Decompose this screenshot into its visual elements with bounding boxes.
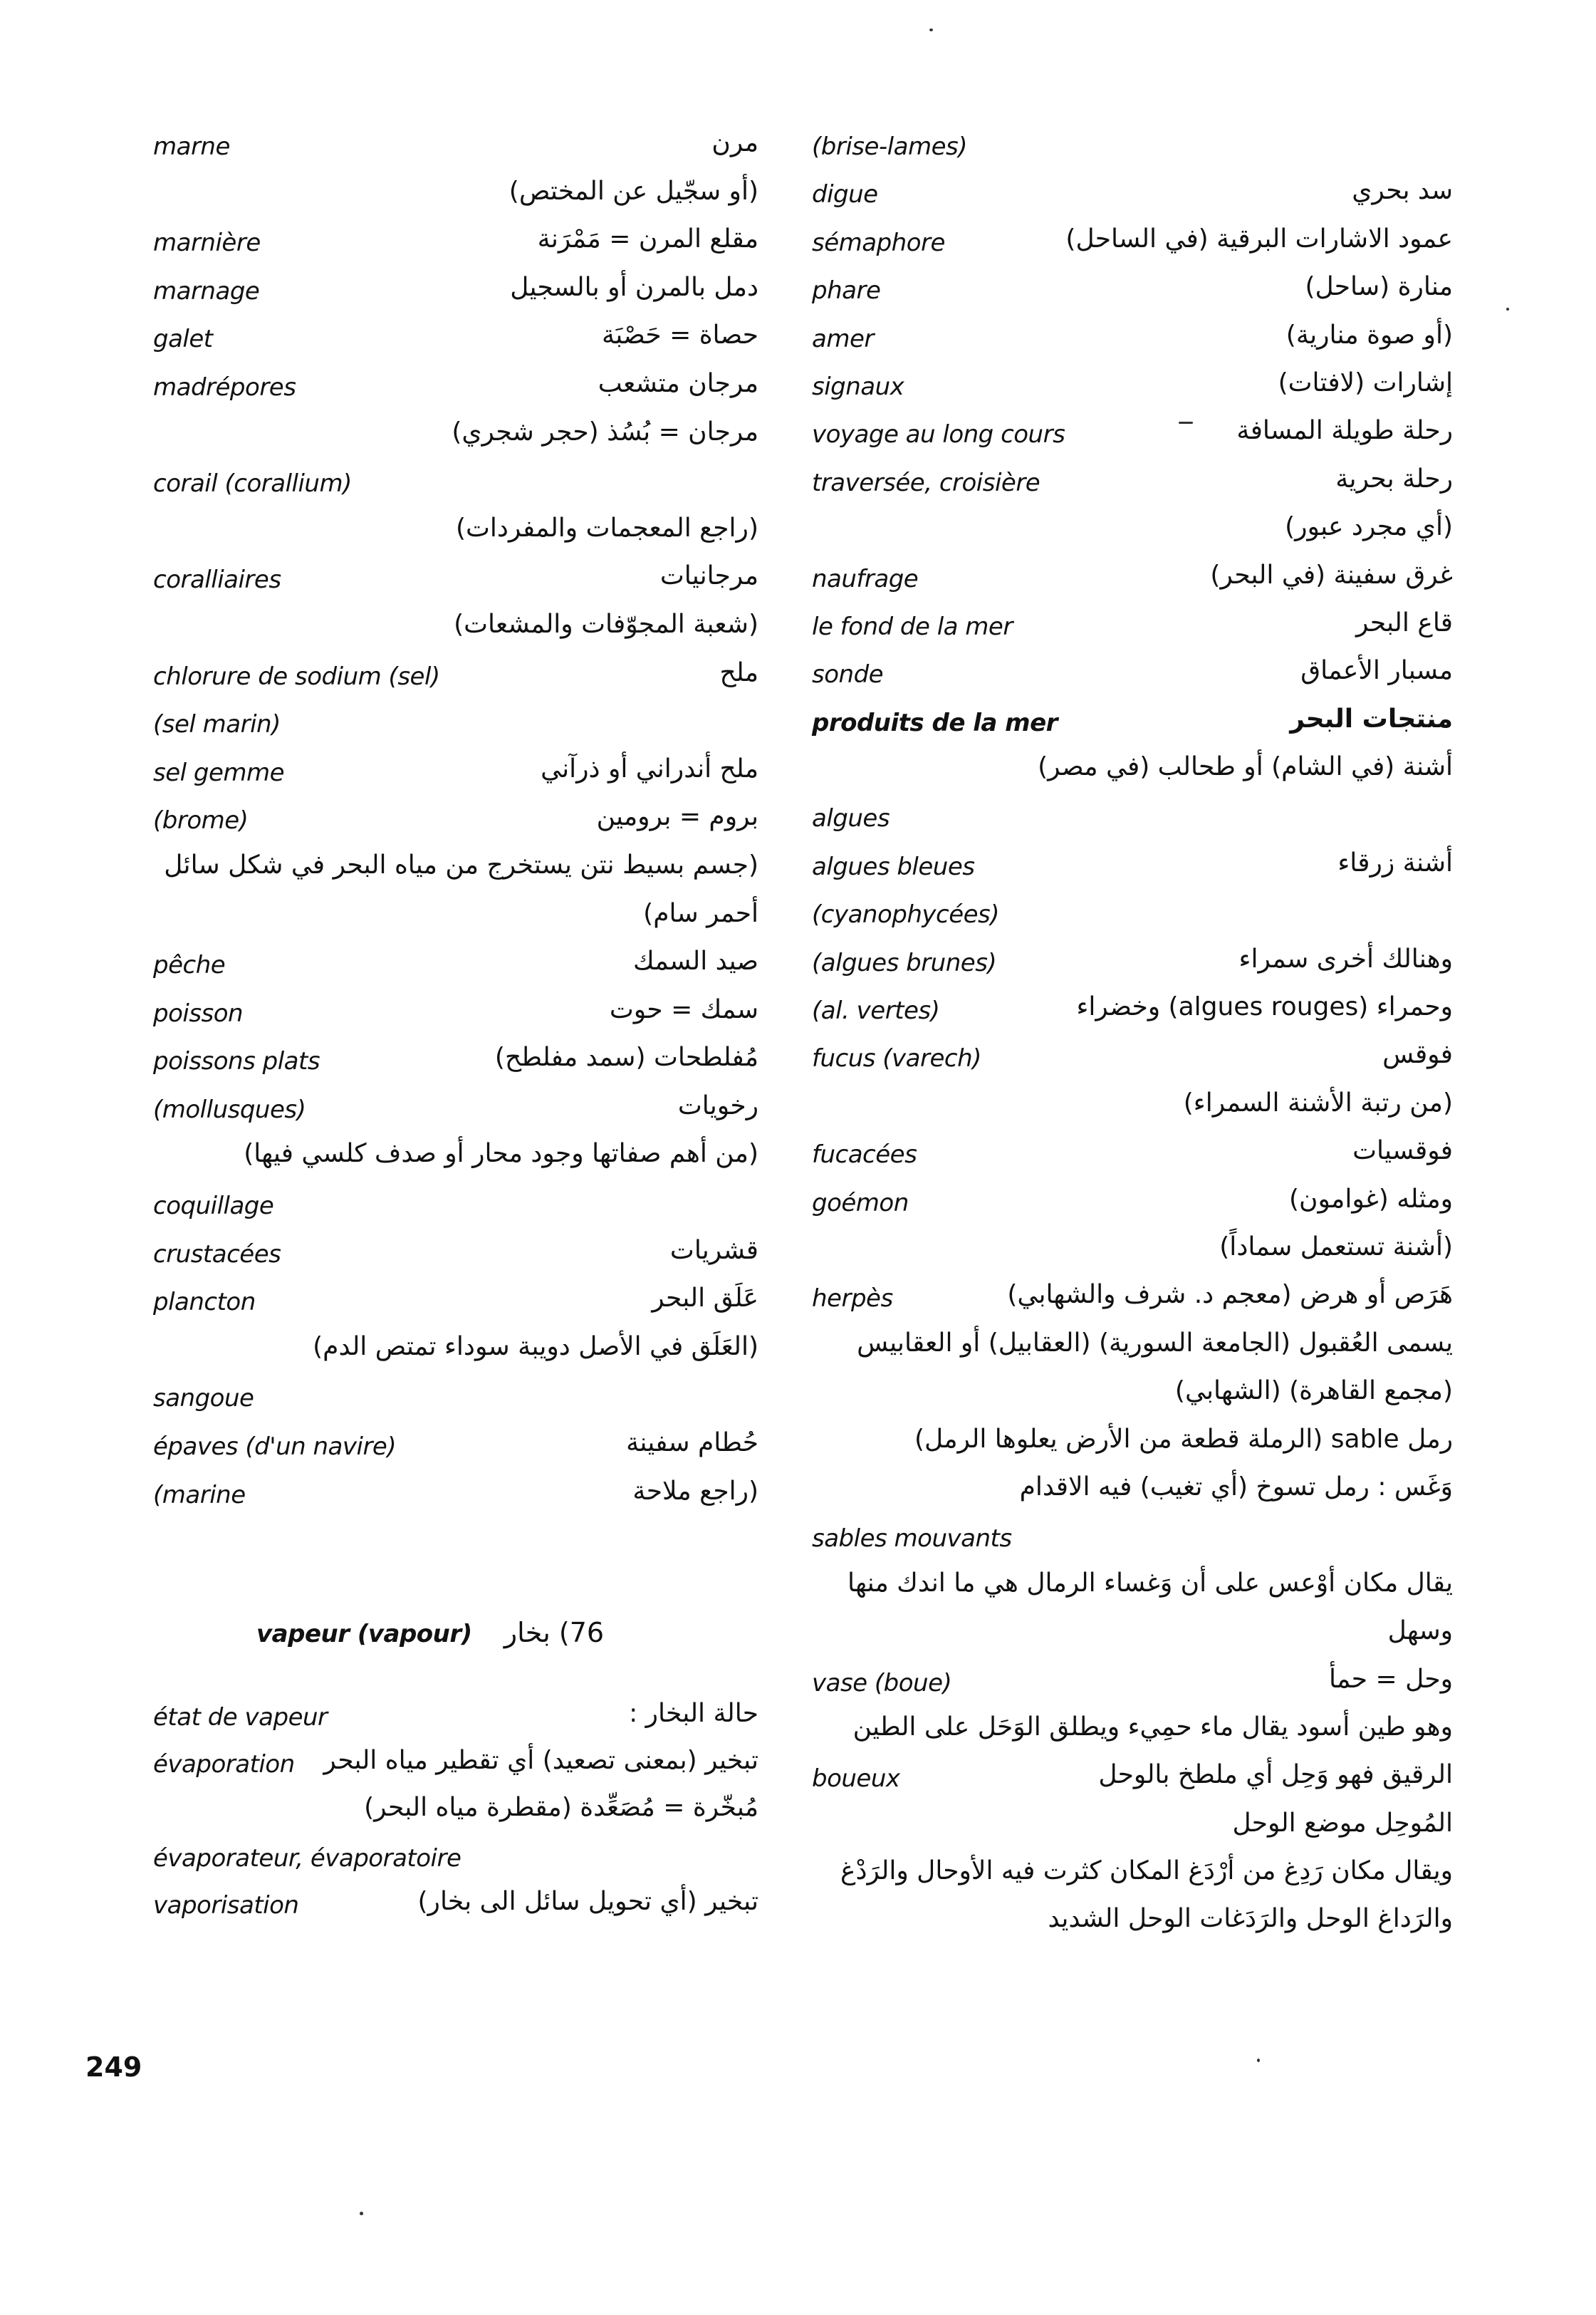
entry-line (153, 1793, 758, 1840)
french-term: état de vapeur (153, 1703, 328, 1732)
entry-line (153, 899, 758, 947)
french-term: voyage au long cours (812, 420, 1065, 449)
entry-line (812, 416, 1453, 464)
arabic-term: ملح (719, 657, 758, 687)
arabic-term: إشارات (لافتات) (1278, 368, 1453, 397)
french-term: épaves (d'un navire) (153, 1432, 397, 1462)
french-term: digue (812, 180, 878, 209)
entry-line (812, 1520, 1453, 1568)
arabic-term: رخويات (677, 1091, 758, 1120)
french-term: marne (153, 132, 230, 161)
french-term: marnière (153, 229, 261, 258)
arabic-term: يقال مكان أوْعس على أن وَغساء الرمال هي ما اندك منها (847, 1568, 1453, 1598)
french-term: traversée, croisière (812, 468, 1040, 497)
section-heading (256, 1617, 604, 1660)
entry-line (153, 706, 758, 754)
arabic-term: عَلَق البحر (652, 1284, 758, 1313)
entry-line (812, 608, 1453, 656)
arabic-term: تبخير (بمعنى تصعيد) أي تقطير مياه البحر (323, 1746, 758, 1775)
entry-line (812, 464, 1453, 512)
french-term: madrépores (153, 373, 296, 402)
french-term: goémon (812, 1188, 909, 1217)
french-term: algues (812, 804, 890, 833)
arabic-term: (أي مجرد عبور) (1285, 512, 1453, 542)
french-term: crustacées (153, 1239, 281, 1269)
entry-line (812, 368, 1453, 416)
french-term: (algues brunes) (812, 948, 997, 977)
page-number: 249 (85, 2051, 142, 2083)
arabic-term: غرق سفينة (في البحر) (1210, 560, 1453, 590)
entry-line (812, 848, 1453, 896)
arabic-term: حالة البخار : (629, 1699, 758, 1728)
entry-line (153, 1477, 758, 1525)
arabic-term: حصاة = حَصْبَة (602, 321, 758, 350)
arabic-term: وحمراء (algues rouges) وخضراء (1076, 992, 1453, 1022)
arabic-term: (مجمع القاهرة) (الشهابي) (1174, 1376, 1453, 1406)
entry-line (153, 610, 758, 658)
arabic-term: رحلة طويلة المسافة (1236, 416, 1453, 446)
arabic-term: مرن (711, 128, 758, 157)
entry-line (812, 896, 1453, 944)
entry-line (153, 1332, 758, 1380)
french-term: (sel marin) (153, 710, 281, 739)
entry-line (153, 369, 758, 417)
entry-line (153, 514, 758, 562)
arabic-term: وسهل (1387, 1616, 1453, 1646)
french-term: vaporisation (153, 1891, 299, 1920)
french-term: vase (boue) (812, 1668, 952, 1697)
arabic-term: أحمر سام) (643, 898, 758, 928)
french-term: (brise-lames) (812, 132, 967, 161)
entry-line (812, 561, 1453, 608)
entry-line (153, 1043, 758, 1091)
arabic-term: قشريات (669, 1235, 758, 1265)
french-term: poissons plats (153, 1047, 320, 1076)
arabic-term: تبخير (أي تحويل سائل الى بخار) (417, 1887, 758, 1916)
arabic-term: المُوحِل موضع الوحل (1232, 1808, 1453, 1838)
arabic-term: مرجان متشعب (598, 368, 758, 398)
entry-line (153, 1187, 758, 1236)
arabic-term: والرَداغ الوحل والرَدَغات الوحل الشديد (1048, 1904, 1453, 1934)
arabic-term: مرجانيات (659, 561, 758, 591)
arabic-term: وحل = حمأ (1329, 1664, 1453, 1694)
arabic-term: (العَلَق في الأصل دويبة سوداء تمتص الدم) (313, 1331, 758, 1361)
arabic-term: سمك = حوت (609, 994, 758, 1024)
arabic-term: (أو صوة منارية) (1285, 320, 1453, 350)
entry-line (812, 1232, 1453, 1280)
entry-line (812, 1904, 1453, 1952)
french-term: évaporateur, évaporatoire (153, 1844, 461, 1873)
arabic-term: مسبار الأعماق (1300, 656, 1453, 686)
arabic-term: منتجات البحر (1290, 704, 1453, 734)
entry-line (812, 1040, 1453, 1088)
entry-line (153, 1887, 758, 1934)
entry-line (812, 1665, 1453, 1712)
arabic-term: قاع البحر (1355, 608, 1453, 638)
entry-line (812, 1712, 1453, 1760)
french-term: fucacées (812, 1140, 917, 1170)
arabic-term: دمل بالمرن أو بالسجيل (510, 272, 758, 302)
arabic-term: (من رتبة الأشنة السمراء) (1183, 1088, 1453, 1118)
entry-line (153, 850, 758, 899)
arabic-term: مقلع المرن = مَمْرَنة (537, 224, 758, 254)
arabic-term: (أو سجّيل عن المختص) (508, 176, 758, 206)
french-term: produits de la mer (812, 708, 1058, 737)
french-term: le fond de la mer (812, 612, 1013, 641)
french-term: (cyanophycées) (812, 900, 1000, 930)
scan-speck (360, 2212, 363, 2215)
arabic-term: رمل sable (الرملة قطعة من الأرض يعلوها الرمل) (914, 1424, 1453, 1454)
arabic-term: يسمى العُقبول (الجامعة السورية) (العقابيل) أو العقابيس (857, 1328, 1453, 1358)
arabic-term: عمود الاشارات البرقية (في الساحل) (1065, 224, 1453, 254)
entry-line (153, 417, 758, 466)
entry-line (812, 1856, 1453, 1904)
entry-line (153, 128, 758, 177)
arabic-term: (أشنة تستعمل سماداً) (1219, 1232, 1453, 1261)
arabic-term: أشنة (في الشام) أو طحالب (في مصر) (1038, 752, 1453, 782)
french-term: sémaphore (812, 228, 945, 257)
entry-line (153, 802, 758, 850)
entry-line (812, 1376, 1453, 1424)
entry-line (812, 1809, 1453, 1856)
arabic-term: (من أهم صفاتها وجود محار أو صدف كلسي فيها) (244, 1139, 758, 1169)
scan-speck (1506, 308, 1509, 311)
section-heading-arabic: 76) بخار (504, 1617, 605, 1648)
entry-line (153, 273, 758, 321)
arabic-term: وهنالك أخرى سمراء (1238, 944, 1453, 974)
entry-line (812, 224, 1453, 272)
entry-line (812, 752, 1453, 800)
entry-line (812, 128, 1453, 176)
entry-line (153, 1236, 758, 1284)
french-term: amer (812, 324, 874, 353)
left-column (153, 128, 758, 1524)
french-term: naufrage (812, 564, 919, 593)
entry-line (812, 512, 1453, 560)
entry-line (153, 224, 758, 273)
french-term: herpès (812, 1284, 893, 1313)
french-term: sel gemme (153, 758, 285, 787)
scan-speck (1179, 422, 1193, 424)
entry-line (153, 1284, 758, 1332)
arabic-term: (راجع ملاحة (632, 1476, 758, 1506)
arabic-term: (جسم بسيط نتن يستخرج من مياه البحر في شكل سائل (164, 850, 758, 880)
entry-line (812, 176, 1453, 224)
right-column (812, 128, 1453, 1952)
entry-line (153, 995, 758, 1044)
arabic-term: صيد السمك (632, 947, 758, 977)
entry-line (153, 321, 758, 369)
entry-line (153, 177, 758, 225)
entry-line (153, 754, 758, 803)
arabic-term: مُفلطحات (سمد مفلطح) (494, 1043, 758, 1073)
entry-line (153, 1139, 758, 1187)
french-term: sangoue (153, 1384, 254, 1413)
arabic-term: ومثله (غوامون) (1288, 1184, 1453, 1214)
arabic-term: ملح أندراني أو ذرآني (541, 754, 758, 784)
scan-speck (929, 28, 933, 31)
arabic-term: هَرَص أو هرض (معجم د. شرف والشهابي) (1007, 1280, 1453, 1310)
entry-line (153, 658, 758, 707)
french-term: coralliaires (153, 566, 281, 595)
french-term: phare (812, 276, 881, 306)
arabic-term: (شعبة المجوّفات والمشعات) (454, 609, 758, 639)
entry-line (812, 1760, 1453, 1808)
french-term: évaporation (153, 1750, 295, 1779)
entry-line (812, 1280, 1453, 1328)
french-term: poisson (153, 999, 244, 1028)
entry-line (153, 1380, 758, 1428)
entry-line (812, 1425, 1453, 1472)
arabic-term: فوقسيات (1352, 1136, 1453, 1166)
entry-line (153, 1699, 758, 1746)
entry-line (812, 704, 1453, 752)
arabic-term: وَغَس : رمل تسوخ (أي تغيب) فيه الاقدام (1019, 1472, 1453, 1502)
entry-line (812, 1616, 1453, 1664)
entry-line (812, 1136, 1453, 1184)
french-term: (brome) (153, 806, 249, 836)
entry-line (812, 1328, 1453, 1376)
french-term: chlorure de sodium (sel) (153, 662, 440, 691)
french-term: plancton (153, 1288, 256, 1317)
arabic-term: (راجع المعجمات والمفردات) (455, 513, 758, 543)
entry-line (812, 321, 1453, 368)
entry-line (812, 1569, 1453, 1616)
french-term: fucus (varech) (812, 1044, 981, 1073)
french-term: signaux (812, 372, 904, 401)
entry-line (153, 561, 758, 610)
entry-line (812, 800, 1453, 848)
arabic-term: فوقس (1382, 1040, 1453, 1070)
entry-line (153, 1840, 758, 1887)
french-term: (al. vertes) (812, 997, 940, 1026)
french-term: sables mouvants (812, 1524, 1012, 1554)
french-term: boueux (812, 1764, 900, 1794)
entry-line (153, 1091, 758, 1140)
arabic-term: حُطام سفينة (626, 1428, 758, 1458)
french-term: galet (153, 325, 213, 354)
arabic-term: أشنة زرقاء (1337, 848, 1453, 878)
entry-line (153, 947, 758, 995)
arabic-term: بروم = برومين (596, 802, 758, 832)
arabic-term: مرجان = بُسُذ (حجر شجري) (452, 417, 758, 447)
french-term: algues bleues (812, 852, 975, 881)
arabic-term: رحلة بحرية (1335, 464, 1453, 494)
section-heading-french: vapeur (vapour) (256, 1620, 472, 1648)
french-term: corail (corallium) (153, 469, 352, 499)
entry-line (153, 1428, 758, 1477)
arabic-term: الرقيق فهو وَحِل أي ملطخ بالوحل (1098, 1760, 1453, 1790)
entry-line (812, 945, 1453, 992)
french-term: sonde (812, 660, 884, 690)
scan-speck (1257, 2059, 1260, 2062)
vapeur-entries (153, 1699, 758, 1934)
french-term: marnage (153, 276, 260, 306)
arabic-term: ويقال مكان رَدِغ من أرْدَغ المكان كثرت فيه الأوحال والرَدْغ (840, 1856, 1453, 1886)
arabic-term: منارة (ساحل) (1305, 272, 1453, 302)
entry-line (812, 1185, 1453, 1232)
entry-line (153, 465, 758, 514)
arabic-term: مُبخّرة = مُصَعِّدة (مقطرة مياه البحر) (364, 1793, 758, 1822)
french-term: pêche (153, 951, 226, 980)
entry-line (812, 992, 1453, 1040)
french-term: (mollusques) (153, 1095, 306, 1124)
arabic-term: سد بحري (1352, 176, 1453, 206)
entry-line (812, 656, 1453, 704)
arabic-term: وهو طين أسود يقال ماء حمِيء ويطلق الوَحَل على الطين (852, 1712, 1453, 1742)
entry-line (153, 1746, 758, 1793)
french-term: coquillage (153, 1192, 274, 1221)
entry-line (812, 1088, 1453, 1136)
entry-line (812, 1472, 1453, 1520)
french-term: (marine (153, 1480, 246, 1509)
entry-line (812, 272, 1453, 320)
